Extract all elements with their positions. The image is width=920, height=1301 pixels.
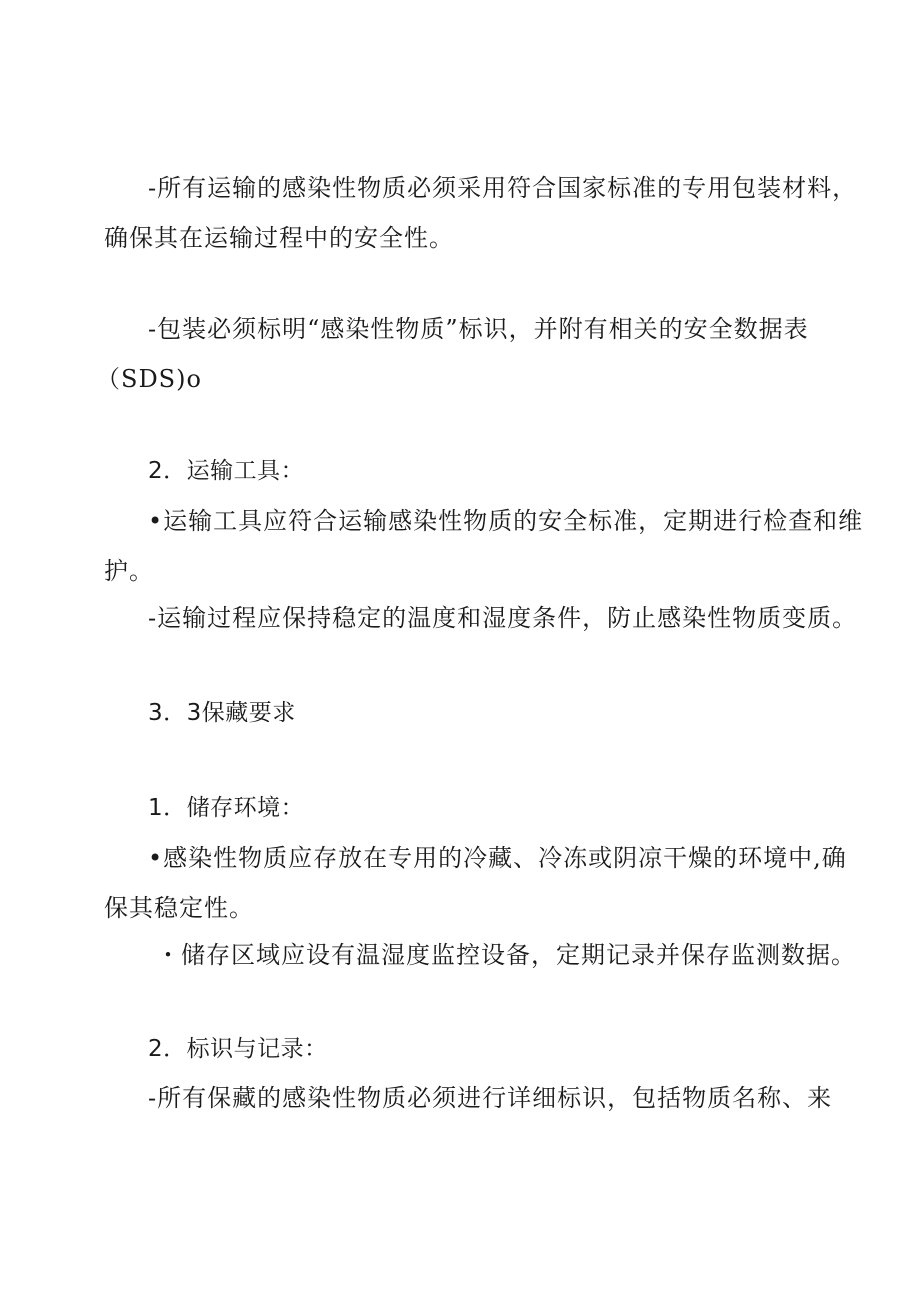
paragraph-packaging-materials: -所有运输的感染性物质必须采用符合国家标准的专用包装材料，	[148, 174, 858, 202]
heading-storage-environment: 1．储存环境：	[148, 795, 305, 821]
paragraph-storage-location: •感染性物质应存放在专用的冷藏、冷冻或阴凉干燥的环境中,确	[148, 844, 847, 872]
paragraph-transport-conditions: -运输过程应保持稳定的温度和湿度条件，防止感染性物质变质。	[148, 604, 858, 632]
paragraph-packaging-label: -包装必须标明“感染性物质”标识，并附有相关的安全数据表	[148, 315, 809, 343]
paragraph-storage-monitoring: ・储存区域应设有温湿度监控设备，定期记录并保存监测数据。	[156, 941, 856, 969]
heading-preservation-requirements: 3．3保藏要求	[148, 700, 296, 726]
paragraph-packaging-materials-cont: 确保其在运输过程中的安全性。	[104, 224, 454, 252]
paragraph-packaging-label-cont: （SDS)o	[96, 365, 202, 393]
paragraph-transport-standards-cont: 护。	[104, 557, 154, 585]
paragraph-transport-standards: •运输工具应符合运输感染性物质的安全标准，定期进行检查和维	[148, 507, 864, 535]
paragraph-storage-location-cont: 保其稳定性。	[104, 894, 254, 922]
paragraph-labeling-details: -所有保藏的感染性物质必须进行详细标识，包括物质名称、来	[148, 1084, 833, 1112]
heading-labeling-records: 2．标识与记录：	[148, 1036, 328, 1062]
heading-transport-tools: 2．运输工具：	[148, 458, 305, 484]
